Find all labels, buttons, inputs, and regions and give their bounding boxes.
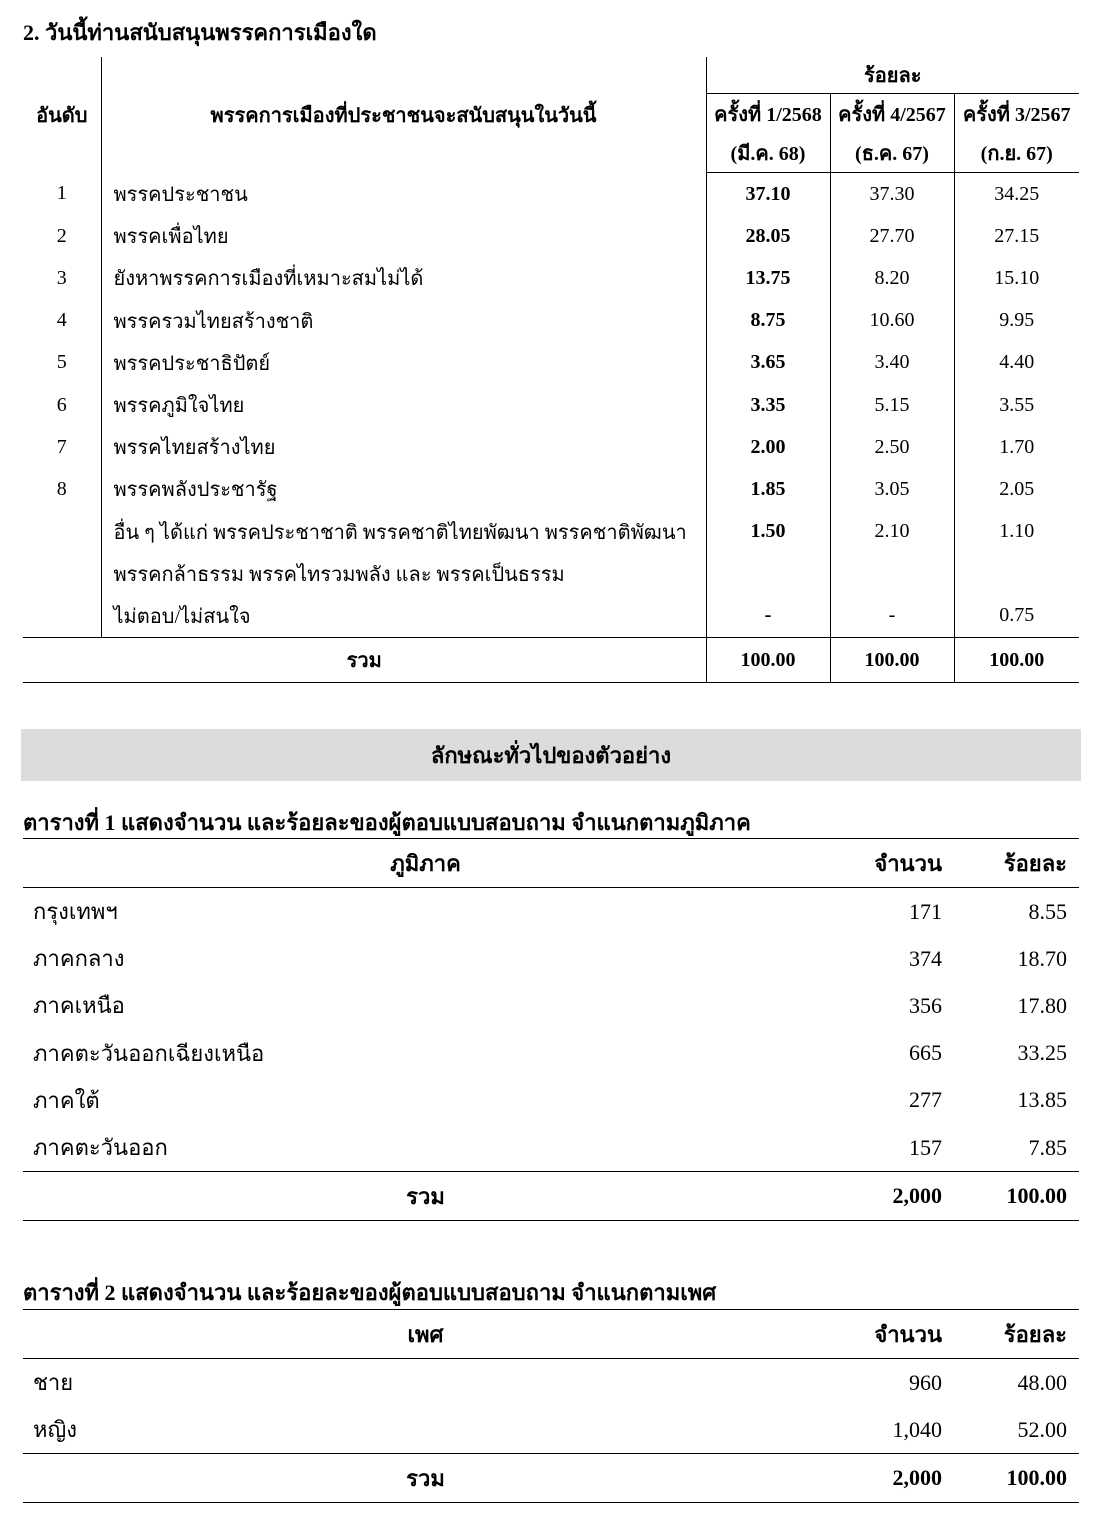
rank-cell [23, 511, 101, 553]
total-percent: 100.00 [954, 1172, 1079, 1221]
percent-cell: 13.85 [1017, 1087, 1067, 1113]
label-cell: ภาคตะวันออก [33, 1135, 168, 1161]
count-cell: 157 [909, 1134, 942, 1160]
round-2-value: 37.30 [830, 173, 954, 216]
party-support-table [23, 57, 1079, 683]
party-row [23, 511, 1079, 553]
label-cell: ภาคกลาง [33, 946, 125, 972]
region-header: ภูมิภาค [23, 839, 828, 888]
round-1-value: 3.35 [706, 384, 830, 426]
rank-header: อันดับ [23, 57, 101, 173]
party-name-cell: พรรคเพื่อไทย [101, 215, 706, 257]
total-count: 2,000 [828, 1454, 954, 1503]
round-1-value: - [706, 595, 830, 638]
total-label: รวม [23, 1172, 828, 1221]
rank-cell [23, 553, 101, 595]
party-row [23, 553, 1079, 595]
party-row [23, 384, 1079, 426]
round-3-value: 0.75 [999, 604, 1035, 627]
total-round-1: 100.00 [706, 638, 830, 683]
total-round-2: 100.00 [830, 638, 954, 683]
party-total-row [23, 638, 1079, 683]
sample-characteristics-band [21, 729, 1081, 781]
round-1-value: 1.85 [706, 468, 830, 510]
round-3-value: 9.95 [999, 309, 1035, 332]
total-label: รวม [23, 1454, 828, 1503]
party-name-cell: ไม่ตอบ/ไม่สนใจ [101, 595, 706, 638]
region-row [23, 982, 1079, 1029]
rank-cell: 8 [23, 468, 101, 510]
round-3-value: 15.10 [994, 266, 1040, 289]
rank-cell: 2 [23, 215, 101, 257]
party-name-cell: พรรคประชาชน [101, 173, 706, 216]
count-cell: 374 [909, 945, 942, 971]
round-2-value: 3.40 [830, 342, 954, 384]
round-2-value: 8.20 [830, 257, 954, 299]
party-name-cell: พรรครวมไทยสร้างชาติ [101, 300, 706, 342]
region-row [23, 888, 1079, 936]
region-row [23, 1124, 1079, 1172]
party-row [23, 215, 1079, 257]
percent-header: ร้อยละ [954, 839, 1079, 888]
total-count: 2,000 [828, 1172, 954, 1221]
round-2-value: 3.05 [830, 468, 954, 510]
total-round-3: 100.00 [954, 638, 1079, 683]
party-name-cell: พรรคกล้าธรรม พรรคไทรวมพลัง และ พรรคเป็นธรรม [101, 553, 706, 595]
gender-total-row [23, 1454, 1079, 1503]
round-2-value: 5.15 [830, 384, 954, 426]
label-cell: หญิง [33, 1417, 77, 1443]
gender-row [23, 1406, 1079, 1454]
round-1-value: 28.05 [706, 215, 830, 257]
round-1-value: 13.75 [706, 257, 830, 299]
percent-cell: 33.25 [1017, 1040, 1067, 1066]
count-cell: 356 [909, 992, 942, 1018]
round-3-value: 4.40 [999, 351, 1035, 374]
round-1-value [706, 553, 830, 595]
party-row [23, 342, 1079, 384]
round-1-label: ครั้งที่ 1/2568 [706, 94, 830, 135]
round-3-date: (ก.ย. 67) [954, 134, 1079, 173]
label-cell: ภาคเหนือ [33, 993, 125, 1019]
round-2-value [830, 553, 954, 595]
round-1-value: 3.65 [706, 342, 830, 384]
round-1-value: 1.50 [706, 511, 830, 553]
region-row [23, 1030, 1079, 1077]
rank-cell: 1 [23, 173, 101, 216]
party-name-cell: พรรคภูมิใจไทย [101, 384, 706, 426]
percent-cell: 7.85 [1028, 1134, 1067, 1160]
count-cell: 277 [909, 1087, 942, 1113]
round-2-value: - [830, 595, 954, 638]
gender-table-caption: ตารางที่ 2 แสดงจำนวน และร้อยละของผู้ตอบแบบสอบถาม จำแนกตามเพศ [23, 1280, 717, 1305]
rank-cell: 6 [23, 384, 101, 426]
count-cell: 665 [909, 1040, 942, 1066]
party-row [23, 257, 1079, 299]
round-2-value: 2.50 [830, 426, 954, 468]
party-row [23, 595, 1079, 638]
round-2-value: 2.10 [830, 511, 954, 553]
round-3-value: 1.10 [999, 520, 1035, 543]
round-3-value: 3.55 [999, 393, 1035, 416]
round-2-value: 10.60 [830, 300, 954, 342]
label-cell: ภาคใต้ [33, 1087, 100, 1113]
party-header: พรรคการเมืองที่ประชาชนจะสนับสนุนในวันนี้ [101, 57, 706, 173]
rank-cell: 7 [23, 426, 101, 468]
rank-cell: 3 [23, 257, 101, 299]
region-table-caption: ตารางที่ 1 แสดงจำนวน และร้อยละของผู้ตอบแบบสอบถาม จำแนกตามภูมิภาค [23, 810, 751, 835]
party-name-cell: ยังหาพรรคการเมืองที่เหมาะสมไม่ได้ [101, 257, 706, 299]
round-1-value: 37.10 [706, 173, 830, 216]
round-2-date: (ธ.ค. 67) [830, 134, 954, 173]
party-name-cell: อื่น ๆ ได้แก่ พรรคประชาชาติ พรรคชาติไทยพัฒนา พรรคชาติพัฒนา [101, 511, 706, 553]
rank-cell: 5 [23, 342, 101, 384]
round-3-value [954, 553, 1079, 595]
percent-cell: 8.55 [1028, 898, 1067, 924]
label-cell: ชาย [33, 1370, 74, 1396]
percent-cell: 18.70 [1017, 945, 1067, 971]
count-cell: 171 [909, 898, 942, 924]
round-3-value: 34.25 [994, 182, 1040, 205]
percent-header: ร้อยละ [954, 1310, 1079, 1359]
rank-cell: 4 [23, 300, 101, 342]
gender-header: เพศ [23, 1310, 828, 1359]
party-row [23, 426, 1079, 468]
gender-table [23, 1309, 1079, 1503]
percent-header: ร้อยละ [706, 57, 1079, 94]
region-total-row [23, 1172, 1079, 1221]
party-row [23, 468, 1079, 510]
rank-cell [23, 595, 101, 638]
round-3-value: 2.05 [999, 477, 1035, 500]
count-cell: 1,040 [892, 1416, 942, 1442]
party-name-cell: พรรคประชาธิปัตย์ [101, 342, 706, 384]
count-header: จำนวน [828, 1310, 954, 1359]
label-cell: ภาคตะวันออกเฉียงเหนือ [33, 1040, 265, 1066]
round-1-value: 2.00 [706, 426, 830, 468]
region-row [23, 935, 1079, 982]
label-cell: กรุงเทพฯ [33, 899, 118, 925]
count-cell: 960 [909, 1369, 942, 1395]
round-3-label: ครั้งที่ 3/2567 [962, 104, 1071, 126]
round-1-value: 8.75 [706, 300, 830, 342]
count-header: จำนวน [828, 839, 954, 888]
total-label: รวม [23, 638, 706, 683]
percent-cell: 17.80 [1017, 992, 1067, 1018]
total-percent: 100.00 [954, 1454, 1079, 1503]
round-3-value: 1.70 [999, 435, 1035, 458]
party-row [23, 300, 1079, 342]
section-title: 2. วันนี้ท่านสนับสนุนพรรคการเมืองใด [23, 20, 377, 45]
percent-cell: 48.00 [1017, 1369, 1067, 1395]
round-1-date: (มี.ค. 68) [706, 134, 830, 173]
party-name-cell: พรรคพลังประชารัฐ [101, 468, 706, 510]
party-row [23, 173, 1079, 216]
region-row [23, 1077, 1079, 1124]
round-2-label: ครั้งที่ 4/2567 [830, 94, 954, 135]
region-table [23, 838, 1079, 1221]
percent-cell: 52.00 [1017, 1416, 1067, 1442]
sample-band-title: ลักษณะทั่วไปของตัวอย่าง [430, 742, 672, 768]
round-2-value: 27.70 [830, 215, 954, 257]
round-3-value: 27.15 [994, 224, 1040, 247]
gender-row [23, 1359, 1079, 1407]
party-name-cell: พรรคไทยสร้างไทย [101, 426, 706, 468]
